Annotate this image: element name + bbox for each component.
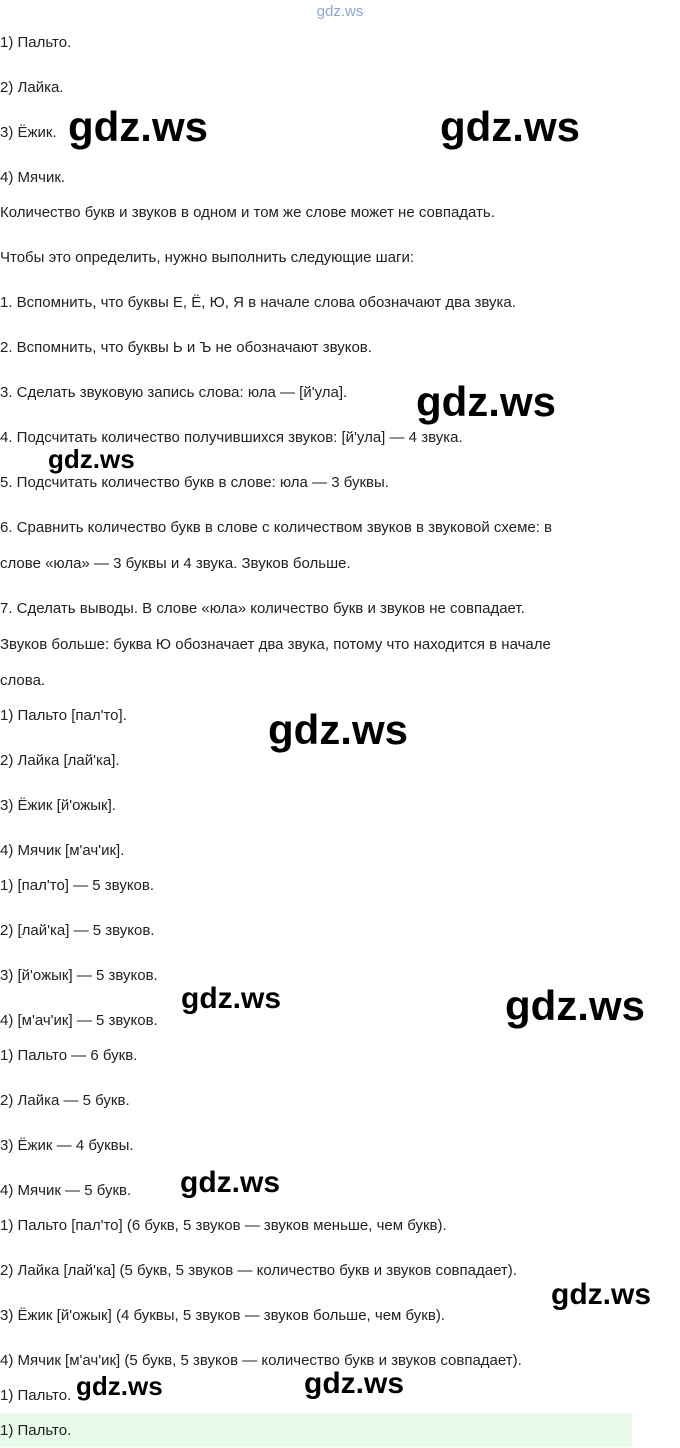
watermark: gdz.ws — [180, 1166, 281, 1199]
text-line: 4) Мячик — 5 букв. — [0, 1182, 132, 1199]
watermark: gdz.ws — [48, 444, 135, 474]
watermark: gdz.ws — [505, 982, 646, 1029]
text-line: 3) [й'ожык] — 5 звуков. — [0, 967, 158, 984]
watermark: gdz.ws — [268, 706, 409, 753]
highlighted-answer-box — [0, 1413, 632, 1447]
text-line: 2) Лайка [лай'ка]. — [0, 752, 120, 769]
text-line: 3) Ёжик — 4 буквы. — [0, 1137, 134, 1154]
watermark: gdz.ws — [76, 1371, 163, 1401]
watermark: gdz.ws — [416, 378, 557, 425]
text-line: 1) [пал'то] — 5 звуков. — [0, 877, 155, 894]
site-mark: gdz.ws — [316, 3, 364, 20]
text-line: 1) Пальто [пал'то]. — [0, 707, 127, 724]
text-line: 2. Вспомнить, что буквы Ь и Ъ не обозначают звуков. — [0, 339, 372, 356]
text-line: 4) Мячик [м'ач'ик]. — [0, 842, 125, 859]
text-line: 4. Подсчитать количество получившихся звуков: [й'ула] — 4 звука. — [0, 429, 463, 446]
text-line: 4) [м'ач'ик] — 5 звуков. — [0, 1012, 158, 1029]
text-line: 3) Ёжик. — [0, 124, 57, 141]
text-line: 1) Пальто [пал'то] (6 букв, 5 звуков — звуков меньше, чем букв). — [0, 1217, 447, 1234]
watermark: gdz.ws — [181, 982, 282, 1015]
text-line: 4) Мячик [м'ач'ик] (5 букв, 5 звуков — количество букв и звуков совпадает). — [0, 1352, 522, 1369]
text-line: 3) Ёжик [й'ожык] (4 буквы, 5 звуков — звуков больше, чем букв). — [0, 1307, 445, 1324]
watermark: gdz.ws — [68, 103, 209, 150]
text-line: 3) Ёжик [й'ожык]. — [0, 797, 116, 814]
watermark: gdz.ws — [304, 1367, 405, 1400]
watermark: gdz.ws — [440, 103, 581, 150]
text-line: 1) Пальто. — [0, 1422, 72, 1439]
text-line: 5. Подсчитать количество букв в слове: юла — 3 буквы. — [0, 474, 389, 491]
text-line: 1. Вспомнить, что буквы Е, Ё, Ю, Я в начале слова обозначают два звука. — [0, 294, 516, 311]
text-line: 2) [лай'ка] — 5 звуков. — [0, 922, 155, 939]
text-line: Звуков больше: буква Ю обозначает два звука, потому что находится в начале — [0, 636, 551, 653]
text-line: 1) Пальто — 6 букв. — [0, 1047, 138, 1064]
text-line: 2) Лайка — 5 букв. — [0, 1092, 130, 1109]
text-line: Количество букв и звуков в одном и том же слове может не совпадать. — [0, 204, 495, 221]
text-line: 7. Сделать выводы. В слове «юла» количество букв и звуков не совпадает. — [0, 600, 525, 617]
text-line: слове «юла» — 3 буквы и 4 звука. Звуков больше. — [0, 555, 351, 572]
text-line: слова. — [0, 672, 46, 689]
text-line: 1) Пальто. — [0, 1387, 72, 1404]
text-line: 1) Пальто. — [0, 34, 72, 51]
text-line: 4) Мячик. — [0, 169, 66, 186]
text-line: Чтобы это определить, нужно выполнить следующие шаги: — [0, 249, 415, 266]
text-line: 2) Лайка. — [0, 79, 64, 96]
text-line: 6. Сравнить количество букв в слове с количеством звуков в звуковой схеме: в — [0, 519, 553, 536]
watermark: gdz.ws — [551, 1278, 652, 1311]
text-line: 3. Сделать звуковую запись слова: юла — [й'ула]. — [0, 384, 348, 401]
text-line: 2) Лайка [лай'ка] (5 букв, 5 звуков — количество букв и звуков совпадает). — [0, 1262, 517, 1279]
